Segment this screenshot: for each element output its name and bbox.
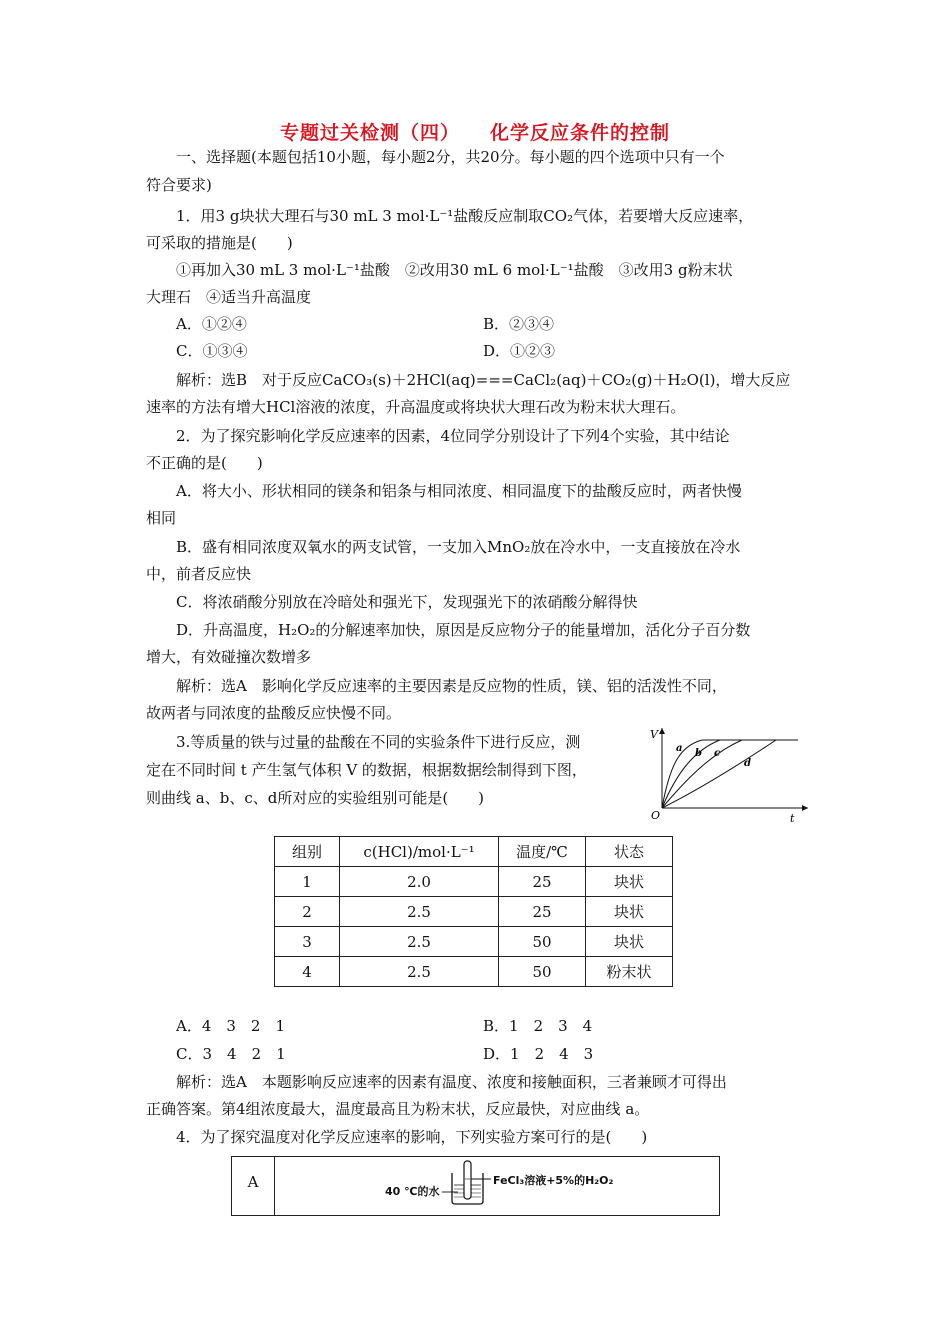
- q2-analysis: 解析：选A 影响化学反应速率的主要因素是反应物的性质，镁、铝的活泼性不同，: [176, 677, 727, 695]
- volume-time-graph: [648, 724, 818, 828]
- q1-option-d: D．①②③: [483, 342, 556, 360]
- table-cell: 块状: [586, 897, 673, 927]
- table-cell: 2.5: [340, 897, 499, 927]
- q2-option-b-cont: 中，前者反应快: [146, 565, 252, 583]
- test-tube: [464, 1161, 471, 1199]
- q1-measures: ①再加入30 mL 3 mol·L⁻¹盐酸 ②改用30 mL 6 mol·L⁻¹盐酸 ③改用3 g粉末状: [176, 261, 733, 279]
- q3-analysis-cont: 正确答案。第4组浓度最大，温度最高且为粉末状，反应最快，对应曲线 a。: [146, 1100, 650, 1118]
- q2-option-d-cont: 增大，有效碰撞次数增多: [146, 648, 312, 666]
- curve-d-label: d: [744, 758, 751, 769]
- x-axis-label: t: [790, 812, 795, 825]
- table-row: [275, 867, 673, 897]
- q1-option-a: A．①②④: [176, 315, 247, 333]
- table-header: 状态: [586, 837, 673, 867]
- curve-a-label: a: [676, 743, 683, 754]
- q1-measures-cont: 大理石 ④适当升高温度: [146, 288, 312, 306]
- experiment-table: [274, 836, 673, 987]
- q3-analysis: 解析：选A 本题影响反应速率的因素有温度、浓度和接触面积，三者兼顾才可得出: [176, 1073, 727, 1091]
- q1-option-c: C．①③④: [176, 342, 248, 360]
- q2-analysis-cont: 故两者与同浓度的盐酸反应快慢不同。: [146, 704, 402, 722]
- table-header-row: [275, 837, 673, 867]
- table-cell: 50: [499, 927, 586, 957]
- table-row: [275, 897, 673, 927]
- q3-stem: 3.等质量的铁与过量的盐酸在不同的实验条件下进行反应，测: [176, 733, 581, 751]
- q2-option-d: D．升高温度，H₂O₂的分解速率加快，原因是反应物分子的能量增加，活化分子百分数: [176, 621, 751, 639]
- table-cell: 块状: [586, 927, 673, 957]
- table-cell: 25: [499, 897, 586, 927]
- q2-option-b: B．盛有相同浓度双氧水的两支试管，一支加入MnO₂放在冷水中，一支直接放在冷水: [176, 538, 741, 556]
- q2-stem-cont: 不正确的是( ): [146, 454, 263, 472]
- q3-option-a: A．4 3 2 1: [176, 1017, 286, 1035]
- table-cell: 2.5: [340, 927, 499, 957]
- curve-c-label: c: [714, 748, 721, 759]
- origin-label: O: [651, 809, 661, 822]
- table-cell: 块状: [586, 867, 673, 897]
- y-axis-label: V: [650, 728, 658, 741]
- q3-stem-cont-2: 则曲线 a、b、c、d所对应的实验组别可能是( ): [146, 789, 485, 807]
- table-cell: 50: [499, 957, 586, 987]
- q2-option-a-cont: 相同: [146, 509, 177, 527]
- q1-analysis: 解析：选B 对于反应CaCO₃(s)＋2HCl(aq)===CaCl₂(aq)＋CO₂(g)＋H₂O(l)，增大反应: [176, 371, 791, 389]
- q3-option-c: C．3 4 2 1: [176, 1045, 286, 1063]
- q3-option-b: B．1 2 3 4: [483, 1017, 593, 1035]
- table-cell: 粉末状: [586, 957, 673, 987]
- table-row: [275, 957, 673, 987]
- table-cell: 2.0: [340, 867, 499, 897]
- section-heading-cont: 符合要求): [146, 176, 212, 194]
- q1-option-b: B．②③④: [483, 315, 555, 333]
- curve-b-label: b: [695, 748, 702, 759]
- title-part-2: 化学反应条件的控制: [490, 122, 671, 144]
- table-cell: 1: [275, 867, 340, 897]
- q3-option-d: D．1 2 4 3: [483, 1045, 594, 1063]
- q1-analysis-cont: 速率的方法有增大HCl溶液的浓度，升高温度或将块状大理石改为粉末状大理石。: [146, 398, 686, 416]
- q1-stem-cont: 可采取的措施是( ): [146, 234, 293, 252]
- table-cell: 2: [275, 897, 340, 927]
- q2-stem: 2．为了探究影响化学反应速率的因素，4位同学分别设计了下列4个实验，其中结论: [176, 427, 730, 445]
- q3-stem-cont-1: 定在不同时间 t 产生氢气体积 V 的数据，根据数据绘制得到下图，: [146, 761, 587, 779]
- table-cell: 3: [275, 927, 340, 957]
- page-title: [0, 118, 950, 145]
- table-row: [275, 927, 673, 957]
- table-cell: 25: [499, 867, 586, 897]
- q4-option-a-box: [231, 1156, 720, 1216]
- table-cell: 4: [275, 957, 340, 987]
- section-heading: 一、选择题(本题包括10小题，每小题2分，共20分。每小题的四个选项中只有一个: [176, 148, 725, 166]
- q4-option-label: A: [232, 1157, 275, 1215]
- q1-stem: 1．用3 g块状大理石与30 mL 3 mol·L⁻¹盐酸反应制取CO₂气体，若要增大反应速率，: [176, 207, 754, 225]
- q2-option-a: A．将大小、形状相同的镁条和铝条与相同浓度、相同温度下的盐酸反应时，两者快慢: [176, 482, 742, 500]
- solution-label: FeCl₃溶液+5%的H₂O₂: [493, 1174, 614, 1187]
- q4-stem: 4．为了探究温度对化学反应速率的影响，下列实验方案可行的是( ): [176, 1128, 648, 1146]
- table-cell: 2.5: [340, 957, 499, 987]
- water-label: 40 ℃的水: [385, 1185, 440, 1198]
- title-part-1: 专题过关检测（四）: [279, 122, 460, 144]
- table-header: 组别: [275, 837, 340, 867]
- table-header: c(HCl)/mol·L⁻¹: [340, 837, 499, 867]
- table-header: 温度/℃: [499, 837, 586, 867]
- q2-option-c: C．将浓硝酸分别放在冷暗处和强光下，发现强光下的浓硝酸分解得快: [176, 593, 638, 611]
